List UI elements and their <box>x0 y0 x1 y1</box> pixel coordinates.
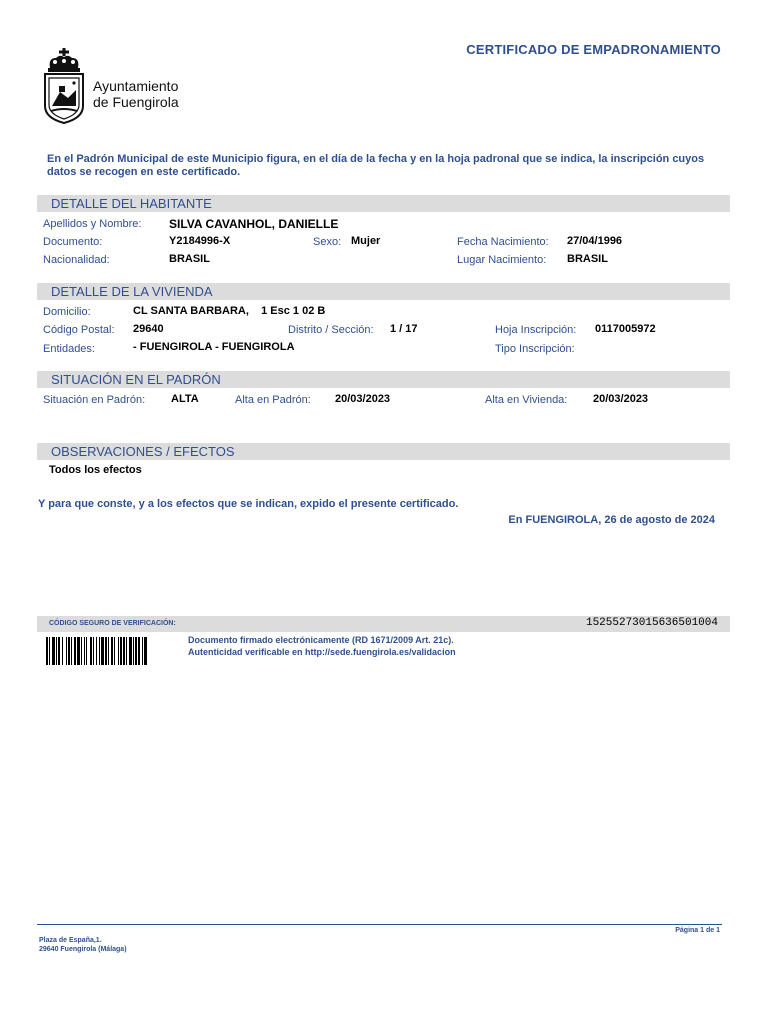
nacionalidad-value: BRASIL <box>169 253 210 265</box>
apellidos-label: Apellidos y Nombre: <box>43 218 142 230</box>
document-title: CERTIFICADO DE EMPADRONAMIENTO <box>466 42 721 57</box>
observaciones-value: Todos los efectos <box>49 464 142 476</box>
codigo-postal-value: 29640 <box>133 323 164 335</box>
closing-text: Y para que conste, y a los efectos que se indican, expido el presente certificado. <box>38 498 459 510</box>
situacion-label: Situación en Padrón: <box>43 394 146 406</box>
codigo-postal-label: Código Postal: <box>43 324 115 336</box>
barcode-icon <box>46 637 182 665</box>
section-vivienda-title: DETALLE DE LA VIVIENDA <box>51 284 213 299</box>
coat-of-arms-icon <box>42 48 86 124</box>
domicilio-value: CL SANTA BARBARA, 1 Esc 1 02 B <box>133 305 326 317</box>
section-habitante-bar <box>37 195 730 212</box>
section-observaciones-title: OBSERVACIONES / EFECTOS <box>51 444 235 459</box>
verification-bar <box>37 616 730 632</box>
footer-address1: Plaza de España,1. <box>39 937 102 944</box>
distrito-value: 1 / 17 <box>390 323 418 335</box>
hoja-inscripcion-label: Hoja Inscripción: <box>495 324 577 336</box>
signature-line1: Documento firmado electrónicamente (RD 1671/2009 Art. 21c). <box>188 635 454 645</box>
footer-divider <box>37 924 722 925</box>
alta-vivienda-value: 20/03/2023 <box>593 393 649 405</box>
lugar-nacimiento-value: BRASIL <box>567 253 608 265</box>
alta-padron-value: 20/03/2023 <box>335 393 391 405</box>
apellidos-value: SILVA CAVANHOL, DANIELLE <box>169 217 339 231</box>
distrito-label: Distrito / Sección: <box>288 324 374 336</box>
verification-label: CÓDIGO SEGURO DE VERIFICACIÓN: <box>49 620 176 627</box>
fecha-nacimiento-label: Fecha Nacimiento: <box>457 236 549 248</box>
nacionalidad-label: Nacionalidad: <box>43 254 110 266</box>
section-observaciones-bar <box>37 443 730 460</box>
place-date: En FUENGIROLA, 26 de agosto de 2024 <box>508 514 715 526</box>
tipo-inscripcion-label: Tipo Inscripción: <box>495 343 575 355</box>
page-number: Página 1 de 1 <box>675 927 720 934</box>
domicilio-label: Domicilio: <box>43 306 91 318</box>
alta-vivienda-label: Alta en Vivienda: <box>485 394 568 406</box>
section-padron-title: SITUACIÓN EN EL PADRÓN <box>51 372 221 387</box>
verification-code: 15255273015636501004 <box>585 617 718 629</box>
section-padron-bar <box>37 371 730 388</box>
alta-padron-label: Alta en Padrón: <box>235 394 311 406</box>
documento-label: Documento: <box>43 236 103 248</box>
hoja-inscripcion-value: 0117005972 <box>595 323 656 335</box>
entidades-label: Entidades: <box>43 343 95 355</box>
sexo-label: Sexo: <box>313 236 342 248</box>
intro-text: En el Padrón Municipal de este Municipio figura, en el día de la fecha y en la hoja padronal que se indica, la inscripción cuyos datos se recogen en este certificado. <box>47 153 705 178</box>
fecha-nacimiento-value: 27/04/1996 <box>567 235 623 247</box>
section-habitante-title: DETALLE DEL HABITANTE <box>51 196 212 211</box>
entidades-value: - FUENGIROLA - FUENGIROLA <box>133 341 295 353</box>
signature-line2: Autenticidad verificable en http://sede.fuengirola.es/validacion <box>188 647 456 657</box>
org-name-line2: de Fuengirola <box>93 94 179 110</box>
documento-value: Y2184996-X <box>169 235 231 247</box>
sexo-value: Mujer <box>351 235 381 247</box>
situacion-value: ALTA <box>171 393 199 405</box>
lugar-nacimiento-label: Lugar Nacimiento: <box>457 254 547 266</box>
footer-address2: 29640 Fuengirola (Málaga) <box>39 946 127 953</box>
section-vivienda-bar <box>37 283 730 300</box>
org-name-line1: Ayuntamiento <box>93 78 179 94</box>
